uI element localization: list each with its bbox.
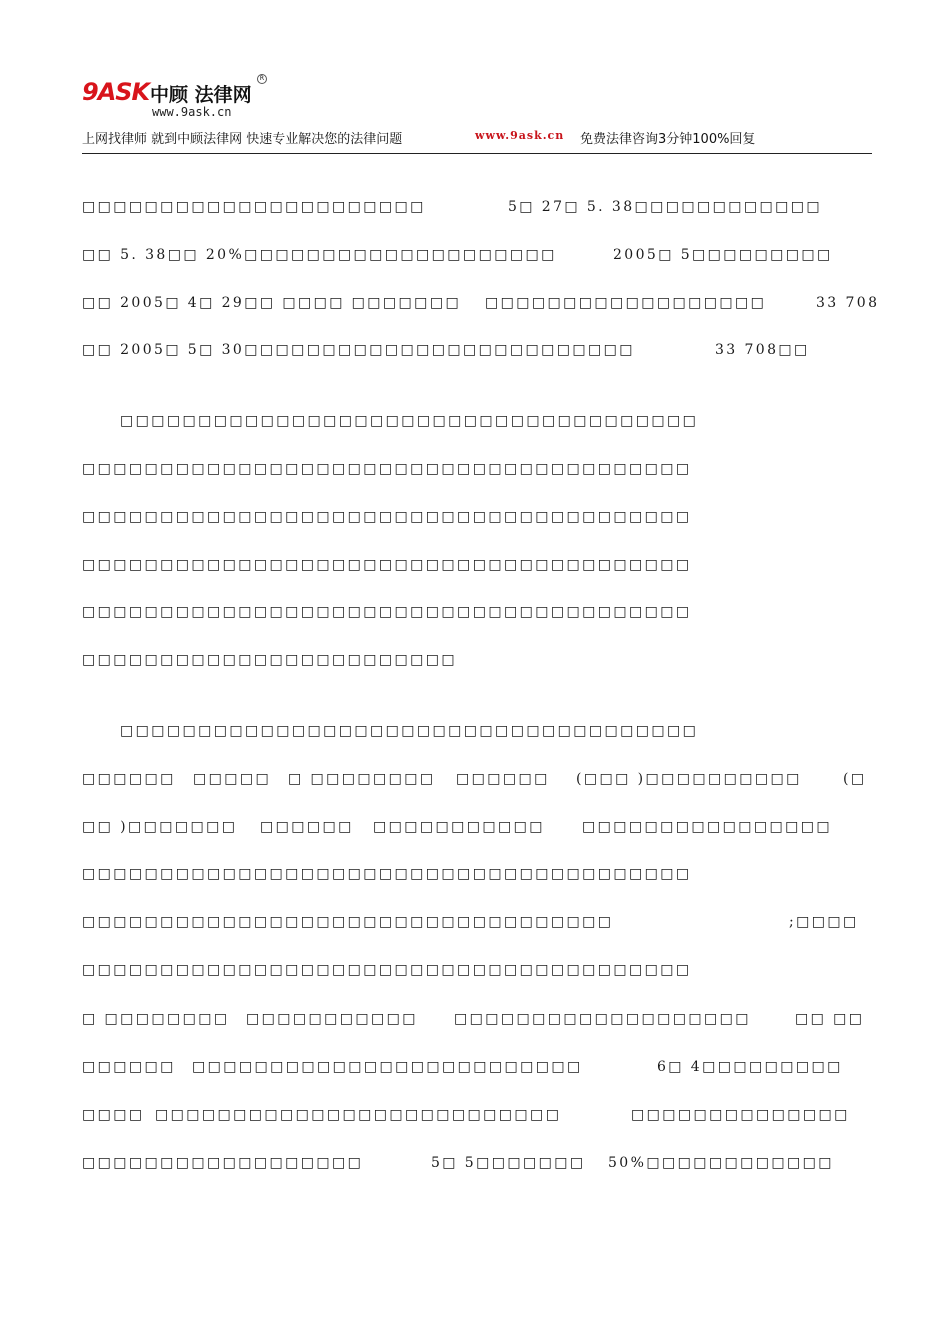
header-divider	[82, 153, 872, 154]
logo-brand: 9ASK	[82, 78, 150, 106]
p1-line2-a: □□ 5. 38□□ 20%□□□□□□□□□□□□□□□□□□□□	[82, 247, 557, 263]
p3-line5-a: □□□□□□□□□□□□□□□□□□□□□□□□□□□□□□□□□□	[82, 914, 614, 930]
p2-line6: □□□□□□□□□□□□□□□□□□□□□□□□	[82, 652, 458, 668]
header-tagline: 上网找律师 就到中顾法律网 快速专业解决您的法律问题	[82, 132, 403, 147]
p3-line9-c: □□□□□□□□□□□□□□	[631, 1107, 850, 1123]
p1-line4-a: □□ 2005□ 5□ 30□□□□□□□□□□□□□□□□□□□□□□□□□	[82, 342, 635, 358]
p3-line3-b: □□□□□□	[260, 819, 354, 835]
p3-line9-b: □□□□□□□□□□□□□□□□□□□□□□□□□□	[155, 1107, 562, 1123]
p1-line3-c: 33 708	[816, 295, 880, 311]
p2-line2: □□□□□□□□□□□□□□□□□□□□□□□□□□□□□□□□□□□□□□□	[82, 461, 692, 477]
p3-line7-b: □□□□□□□□□□□	[246, 1011, 418, 1027]
p3-line3-d: □□□□□□□□□□□□□□□□	[582, 819, 833, 835]
site-logo[interactable]	[82, 75, 265, 122]
p1-line1-b: 5□ 27□ 5. 38□□□□□□□□□□□□	[508, 199, 823, 215]
p3-line3-a: □□ )□□□□□□□	[82, 819, 238, 835]
p3-line8-a: □□□□□□	[82, 1059, 176, 1075]
p3-line2-d: □□□□□□	[456, 771, 550, 787]
p3-line7-d: □□ □□	[795, 1011, 865, 1027]
p1-line2-b: 2005□ 5□□□□□□□□□	[613, 247, 833, 263]
p2-line3: □□□□□□□□□□□□□□□□□□□□□□□□□□□□□□□□□□□□□□□	[82, 509, 692, 525]
header-site-link[interactable]: www.9ask.cn	[475, 129, 565, 142]
p3-line4: □□□□□□□□□□□□□□□□□□□□□□□□□□□□□□□□□□□□□□□	[82, 866, 692, 882]
p1-line3-a: □□ 2005□ 4□ 29□□ □□□□ □□□□□□□	[82, 295, 462, 311]
p3-line2-b: □□□□□	[193, 771, 272, 787]
registered-mark-icon: R	[257, 74, 267, 84]
p3-line7-a: □ □□□□□□□□	[82, 1011, 230, 1027]
p1-line1-a: □□□□□□□□□□□□□□□□□□□□□□	[82, 199, 426, 215]
p1-line4-b: 33 708□□	[715, 342, 810, 358]
p3-line2-c: □ □□□□□□□□	[288, 771, 436, 787]
p3-line10-c: 50%□□□□□□□□□□□□	[608, 1155, 834, 1171]
p3-line2-e: (□□□ )□□□□□□□□□□	[576, 771, 802, 787]
p3-line8-b: □□□□□□□□□□□□□□□□□□□□□□□□□	[192, 1059, 583, 1075]
p3-line2-f: (□	[843, 771, 867, 787]
p3-line5-b: ;□□□□	[789, 914, 859, 930]
logo-url: www.9ask.cn	[152, 105, 232, 119]
p3-line9-a: □□□□	[82, 1107, 145, 1123]
header-consult-text: 免费法律咨询3分钟100%回复	[580, 132, 756, 147]
logo-brand-cn: 中顾 法律网	[150, 84, 252, 106]
p2-line4: □□□□□□□□□□□□□□□□□□□□□□□□□□□□□□□□□□□□□□□	[82, 557, 692, 573]
p1-line3-b: □□□□□□□□□□□□□□□□□□	[485, 295, 767, 311]
p3-line1: □□□□□□□□□□□□□□□□□□□□□□□□□□□□□□□□□□□□□	[120, 723, 699, 739]
p2-line1: □□□□□□□□□□□□□□□□□□□□□□□□□□□□□□□□□□□□□	[120, 413, 699, 429]
p3-line8-c: 6□ 4□□□□□□□□□	[657, 1059, 843, 1075]
p3-line7-c: □□□□□□□□□□□□□□□□□□□	[454, 1011, 751, 1027]
p3-line2-a: □□□□□□	[82, 771, 176, 787]
p3-line10-a: □□□□□□□□□□□□□□□□□□	[82, 1155, 364, 1171]
p3-line3-c: □□□□□□□□□□□	[373, 819, 545, 835]
p3-line6: □□□□□□□□□□□□□□□□□□□□□□□□□□□□□□□□□□□□□□□	[82, 962, 692, 978]
p3-line10-b: 5□ 5□□□□□□□	[431, 1155, 586, 1171]
p2-line5: □□□□□□□□□□□□□□□□□□□□□□□□□□□□□□□□□□□□□□□	[82, 604, 692, 620]
